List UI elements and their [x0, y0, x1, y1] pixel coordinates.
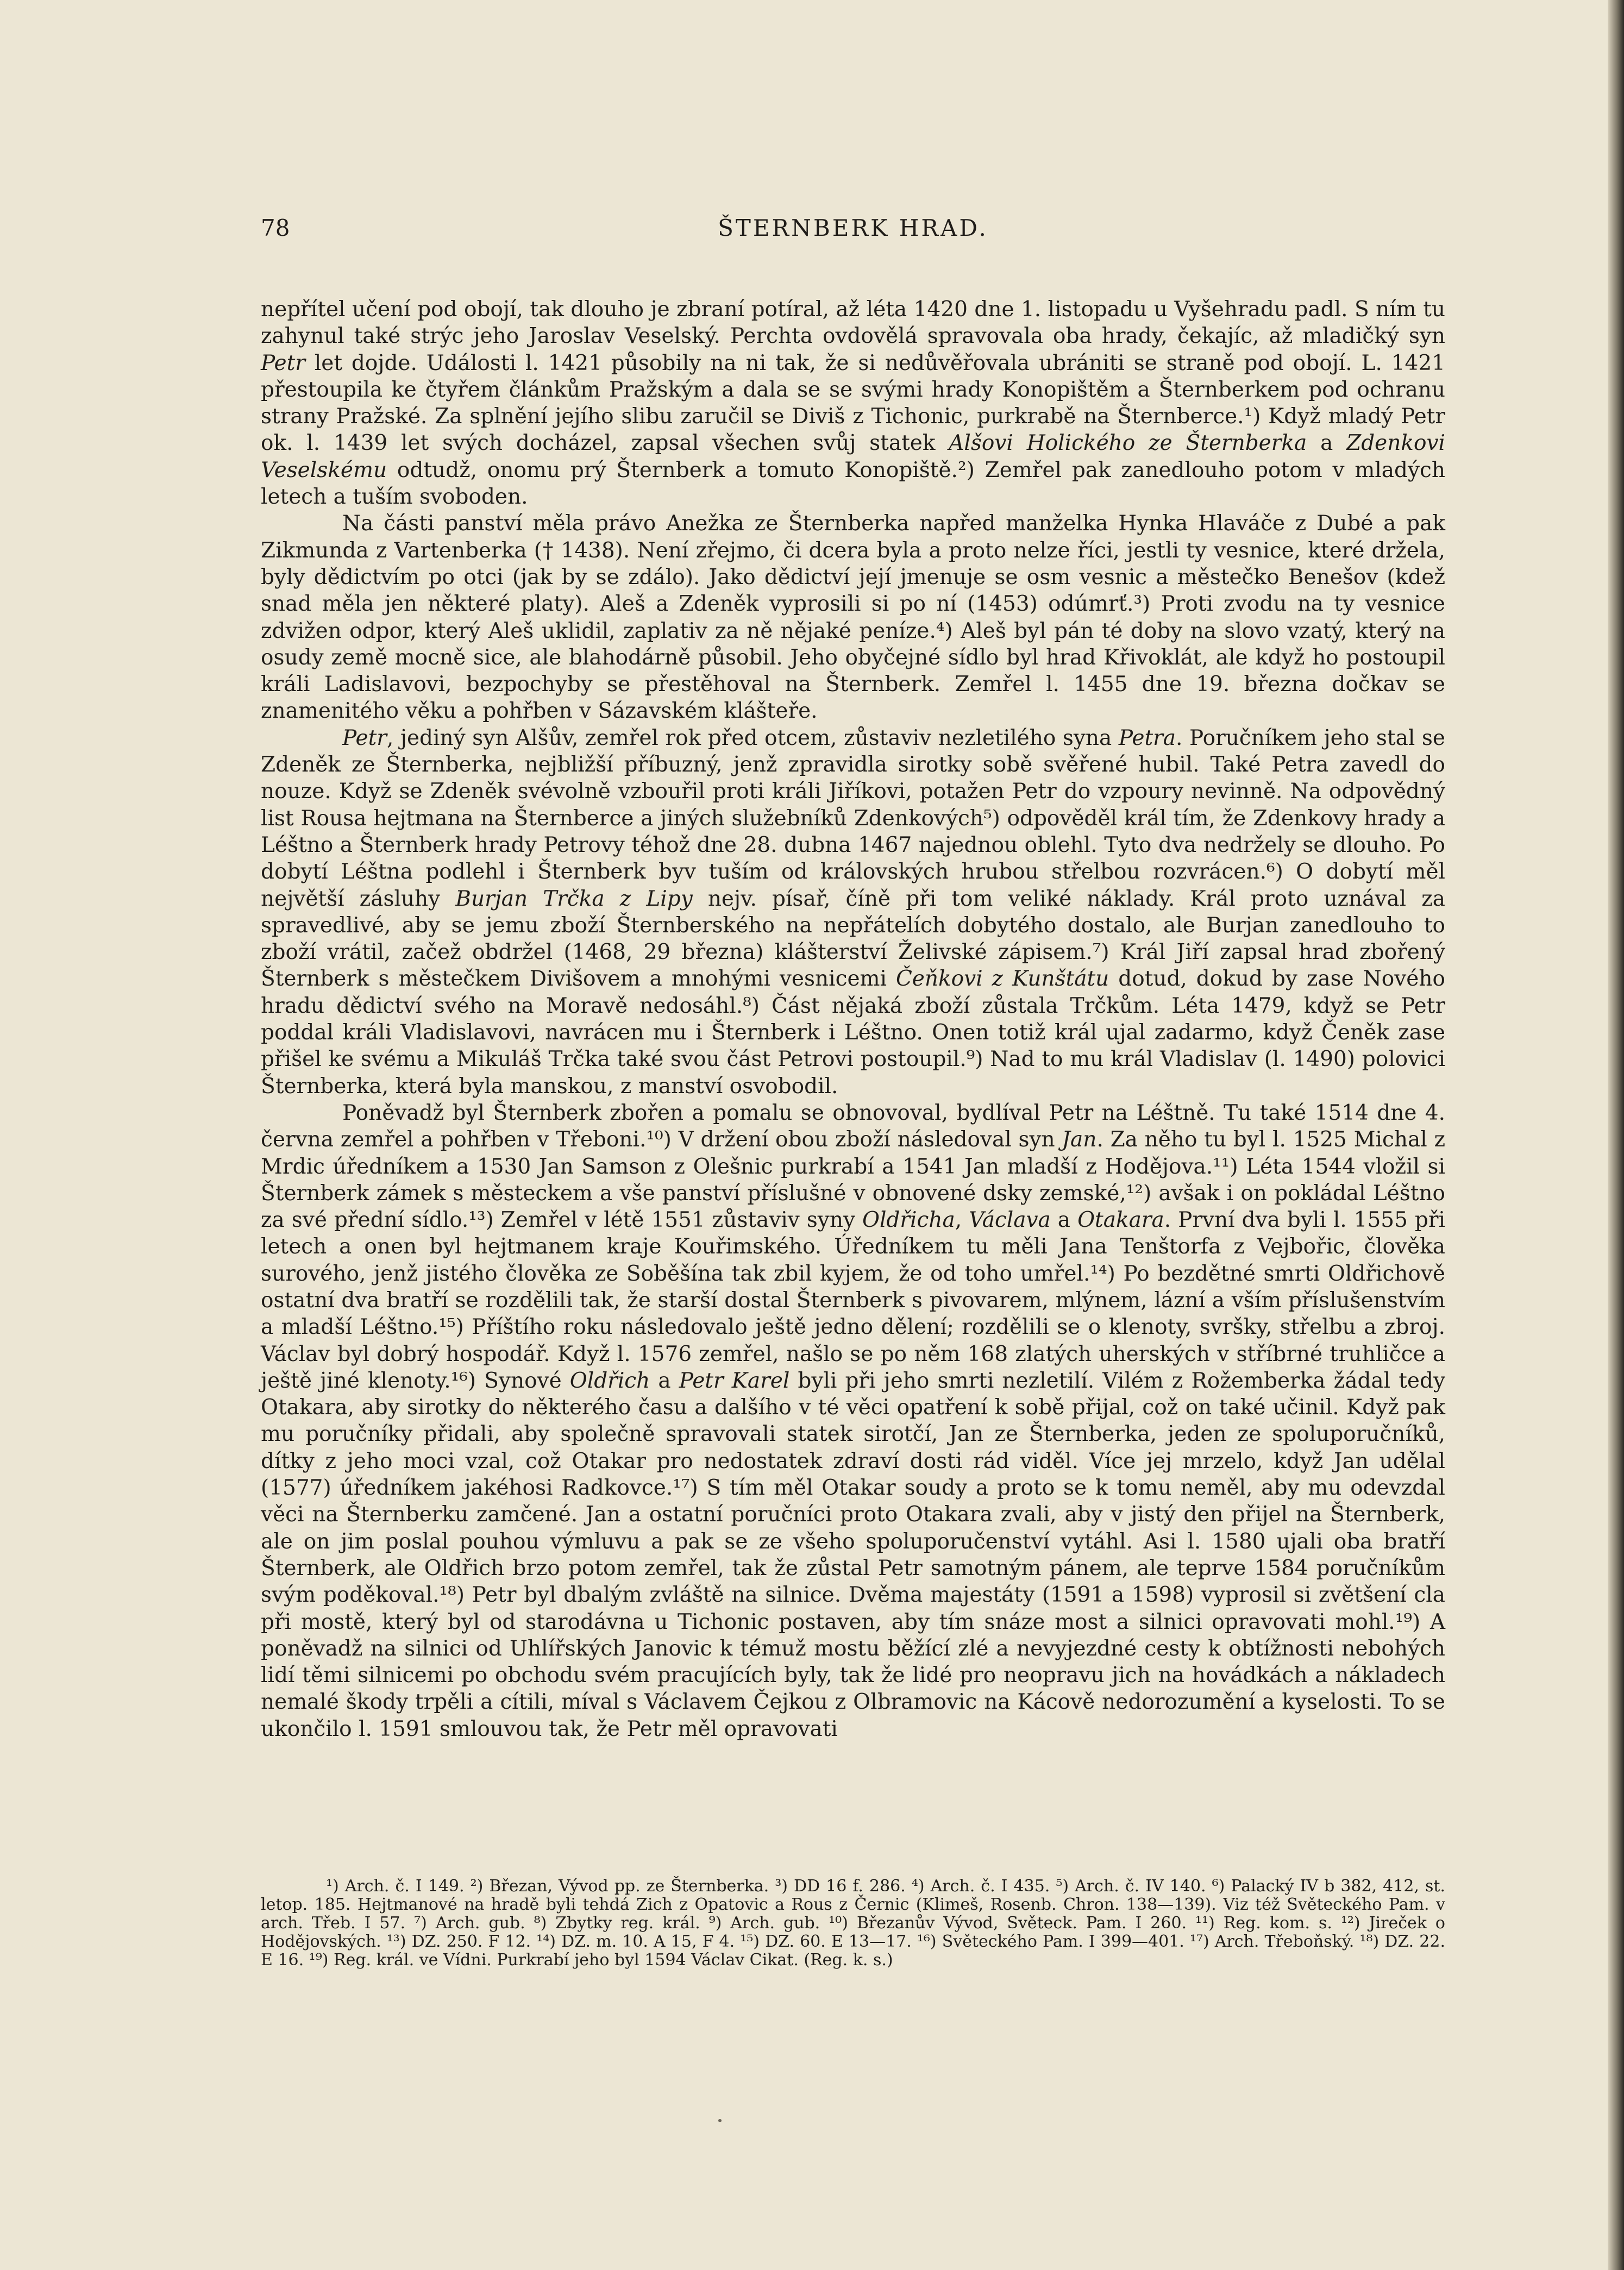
text-run: nejv. písař, číně při tom veliké náklady. Král proto uznával za spravedlivé, aby se jemu zboží Šternberského na nepřátelích dobytého dostalo, ale Burjan zanedlouho to zboží vrátil, začež obdržel (1468, 29 března) klášterství Želivské zápisem.⁷) Král Jiří zapsal hrad zbořený Šternberk s městečkem Divišovem a mnohými vesnicemi: [261, 886, 1445, 992]
italic-name: Jan: [1062, 1127, 1097, 1152]
italic-name: Burjan Trčka z Lipy: [455, 886, 693, 911]
paragraph-4: [261, 1100, 1445, 1742]
body-text: [261, 296, 1445, 1742]
text-run: odtudž, onomu prý Šternberk a tomuto Konopiště.²) Zemřel pak zanedlouho potom v mladých letech a tuším svoboden.: [261, 457, 1445, 510]
text-run: a: [1307, 431, 1347, 456]
text-run: ,: [955, 1208, 969, 1233]
italic-name: Otakara: [1077, 1208, 1164, 1233]
italic-name: Oldřicha: [862, 1208, 955, 1233]
paragraph-2: [261, 510, 1445, 724]
italic-name: Petr: [261, 350, 305, 375]
italic-name: Petra: [1118, 725, 1176, 750]
italic-name: Alšovi Holického ze Šternberka: [949, 431, 1307, 456]
text-run: , jediný syn Alšův, zemřel rok před otcem, zůstaviv nezletilého syna: [386, 725, 1119, 750]
paragraph-1: [261, 296, 1445, 510]
print-speck: [718, 2119, 722, 2122]
page-edge-shadow: [1608, 0, 1624, 2270]
page-header: [261, 215, 1445, 253]
text-run: a: [650, 1368, 679, 1393]
running-title: ŠTERNBERK HRAD.: [718, 215, 988, 241]
italic-name: Václava: [969, 1208, 1051, 1233]
page-number: 78: [261, 215, 290, 241]
italic-name: Petr Karel: [679, 1368, 790, 1393]
paragraph-3: [261, 725, 1445, 1100]
italic-name: Petr: [342, 725, 387, 750]
text-run: dotud, dokud by zase Nového hradu dědictví svého na Moravě nedosáhl.⁸) Část nějaká zboží zůstala Trčkům. Léta 1479, když se Petr poddal králi Vladislavovi, navrácen mu i Šternberk i Léštno. Onen totiž král ujal zadarmo, když Čeněk zase přišel ke svému a Mikuláš Trčka také svou část Petrovi postoupil.⁹) Nad to mu král Vladislav (l. 1490) polovici Šternberka, která byla manskou, z manství osvobodil.: [261, 967, 1445, 1099]
italic-name: Oldřich: [569, 1368, 650, 1393]
text-run: Na části panství měla právo Anežka ze Šternberka napřed manželka Hynka Hlaváče z Dubé a pak Zikmunda z Vartenberka († 1438). Není zřejmo, či dcera byla a proto nelze říci, jestli ty vesnice, které držela, byly dědictvím po otci (jak by se zdálo). Jako dědictví její jmenuje se osm vesnic a městečko Benešov (kdež snad měla jen některé platy). Aleš a Zdeněk vyprosili si po ní (1453) odúmrť.³) Proti zvodu na ty vesnice zdvižen odpor, který Aleš uklidil, zaplativ za ně nějaké peníze.⁴) Aleš byl pán té doby na slovo vzatý, který na osudy země mocně sice, ale blahodárně působil. Jeho obyčejné sídlo byl hrad Křivoklát, ale když ho postoupil králi Ladislavovi, bezpochyby se přestěhoval na Šternberk. Zemřel l. 1455 dne 19. března dočkav se znamenitého věku a pohřben v Sázavském klášteře.: [261, 511, 1445, 724]
text-run: byli při jeho smrti nezletilí. Vilém z Rožemberka žádal tedy Otakara, aby sirotky do některého času a dalšího v té věci opatření k sobě přijal, což on také učinil. Když pak mu poručníky přidali, aby společně spravovali statek sirotčí, Jan ze Šternberka, jeden ze spoluporučníků, dítky z jeho moci vzal, což Otakar pro nedostatek zdraví dosti rád viděl. Více jej mrzelo, když Jan udělal (1577) úředníkem jakéhosi Radkovce.¹⁷) S tím měl Otakar soudy a proto se k tomu neměl, aby mu odevzdal věci na Šternberku zamčené. Jan a ostatní poručníci proto Otakara zvali, aby v jistý den přijel na Šternberk, ale on jim poslal pouhou výmluvu a pak se ze všeho spoluporučenství vytáhl. Asi l. 1580 ujali oba bratří Šternberk, ale Oldřich brzo potom zemřel, tak že zůstal Petr samotným pánem, ale teprve 1584 poručníkům svým poděkoval.¹⁸) Petr byl dbalým zvláště na silnice. Dvěma majestáty (1591 a 1598) vyprosil si zvětšení cla při mostě, který byl od starodávna u Tichonic postaven, aby tím snáze most a silnici opravovati mohl.¹⁹) A poněvadž na silnici od Uhlířských Janovic k témuž mostu běžící zlé a nevyjezdné cesty k obtížnosti nebohých lidí těmi silnicemi po obchodu svém pracujících byly, tak že lidé pro neopravu jich na hovádkách a nákladech nemalé škody trpěli a cítili, míval s Václavem Čejkou z Olbramovic na Kácově nedorozumění a kyselosti. To se ukončilo l. 1591 smlouvou tak, že Petr měl opravovati: [261, 1368, 1445, 1741]
footnotes: [261, 1877, 1445, 1970]
italic-name: Čeňkovi z Kunštátu: [895, 967, 1109, 992]
text-run: . První dva byli l. 1555 při letech a onen byl hejtmanem kraje Kouřimského. Úředníkem tu měli Jana Tenštorfa z Vejbořic, člověka surového, jenž jistého člověka ze Soběšína tak zbil kyjem, že od toho umřel.¹⁴) Po bezdětné smrti Oldřichově ostatní dva bratří se rozdělili tak, že starší dostal Šternberk s pivovarem, mlýnem, lázní a vším příslušenstvím a mladší Léštno.¹⁵) Příštího roku následovalo ještě jedno dělení; rozdělili se o klenoty, svršky, střelbu a zbroj. Václav byl dobrý hospodář. Když l. 1576 zemřel, našlo se po něm 168 zlatých uherských v stříbrné truhličce a ještě jiné klenoty.¹⁶) Synové: [261, 1208, 1446, 1393]
text-run: let dojde. Události l. 1421 působily na ni tak, že si nedůvěřovala ubrániti se straně pod obojí. L. 1421 přestoupila ke čtyřem článkům Pražským a dala se se svými hrady Konopištěm a Šternberkem pod ochranu strany Pražské. Za splnění jejího slibu zaručil se Diviš z Tichonic, purkrabě na Šternberce.¹) Když mladý Petr ok. l. 1439 let svých docházel, zapsal všechen svůj statek: [261, 350, 1445, 456]
italic-name: Zdenkovi Veselskému: [261, 431, 1445, 482]
text-run: . Za něho tu byl l. 1525 Michal z Mrdic úředníkem a 1530 Jan Samson z Olešnic purkrabí a 1541 Jan mladší z Hodějova.¹¹) Léta 1544 vložil si Šternberk zámek s městeckem a vše panství příslušné v obnovené dsky zemské,¹²) avšak i on pokládal Léštno za své přední sídlo.¹³) Zemřel v létě 1551 zůstaviv syny: [261, 1127, 1445, 1233]
footnote-text: ¹) Arch. č. I 149. ²) Březan, Vývod pp. ze Šternberka. ³) DD 16 f. 286. ⁴) Arch. č. I 435. ⁵) Arch. č. IV 140. ⁶) Palacký IV b 382, 412, st. letop. 185. Hejtmanové na hradě byli tehdá Zich z Opatovic a Rous z Černic (Klimeš, Rosenb. Chron. 138—139). Viz též Světeckého Pam. v arch. Třeb. I 57. ⁷) Arch. gub. ⁸) Zbytky reg. král. ⁹) Arch. gub. ¹⁰) Březanův Vývod, Světeck. Pam. I 260. ¹¹) Reg. kom. s. ¹²) Jireček o Hodějovských. ¹³) DZ. 250. F 12. ¹⁴) DZ. m. 10. A 15, F 4. ¹⁵) DZ. 60. E 13—17. ¹⁶) Světeckého Pam. I 399—401. ¹⁷) Arch. Třeboňský. ¹⁸) DZ. 22. E 16. ¹⁹) Reg. král. ve Vídni. Purkrabí jeho byl 1594 Václav Cikat. (Reg. k. s.): [261, 1877, 1445, 1970]
text-run: a: [1050, 1208, 1078, 1233]
text-run: nepřítel učení pod obojí, tak dlouho je zbraní potíral, až léta 1420 dne 1. listopadu u Vyšehradu padl. S ním tu zahynul také strýc jeho Jaroslav Veselský. Perchta ovdovělá spravovala oba hrady, čekajíc, až mladičký syn: [261, 297, 1445, 349]
text-run: Poněvadž byl Šternberk zbořen a pomalu se obnovoval, bydlíval Petr na Léštně. Tu také 1514 dne 4. června zemřel a pohřben v Třeboni.¹⁰) V držení obou zboží následoval syn: [261, 1100, 1445, 1152]
text-run: . Poručníkem jeho stal se Zdeněk ze Šternberka, nejbližší příbuzný, jenž zpravidla sirotky sobě svěřené hubil. Také Petra zavedl do nouze. Když se Zdeněk svévolně vzbouřil proti králi Jiříkovi, potažen Petr do vzpoury nevinně. Na odpovědný list Rousa hejtmana na Šternberce a jiných služebníků Zdenkových⁵) odpověděl král tím, že Zdenkovy hrady a Léštno a Šternberk hrady Petrovy téhož dne 28. dubna 1467 najednou oblehl. Tyto dva nedržely se dlouho. Po dobytí Léštna podlehl i Šternberk byv tuším od královských hrubou střelbou rozvrácen.⁶) O dobytí měl největší zásluhy: [261, 725, 1445, 911]
